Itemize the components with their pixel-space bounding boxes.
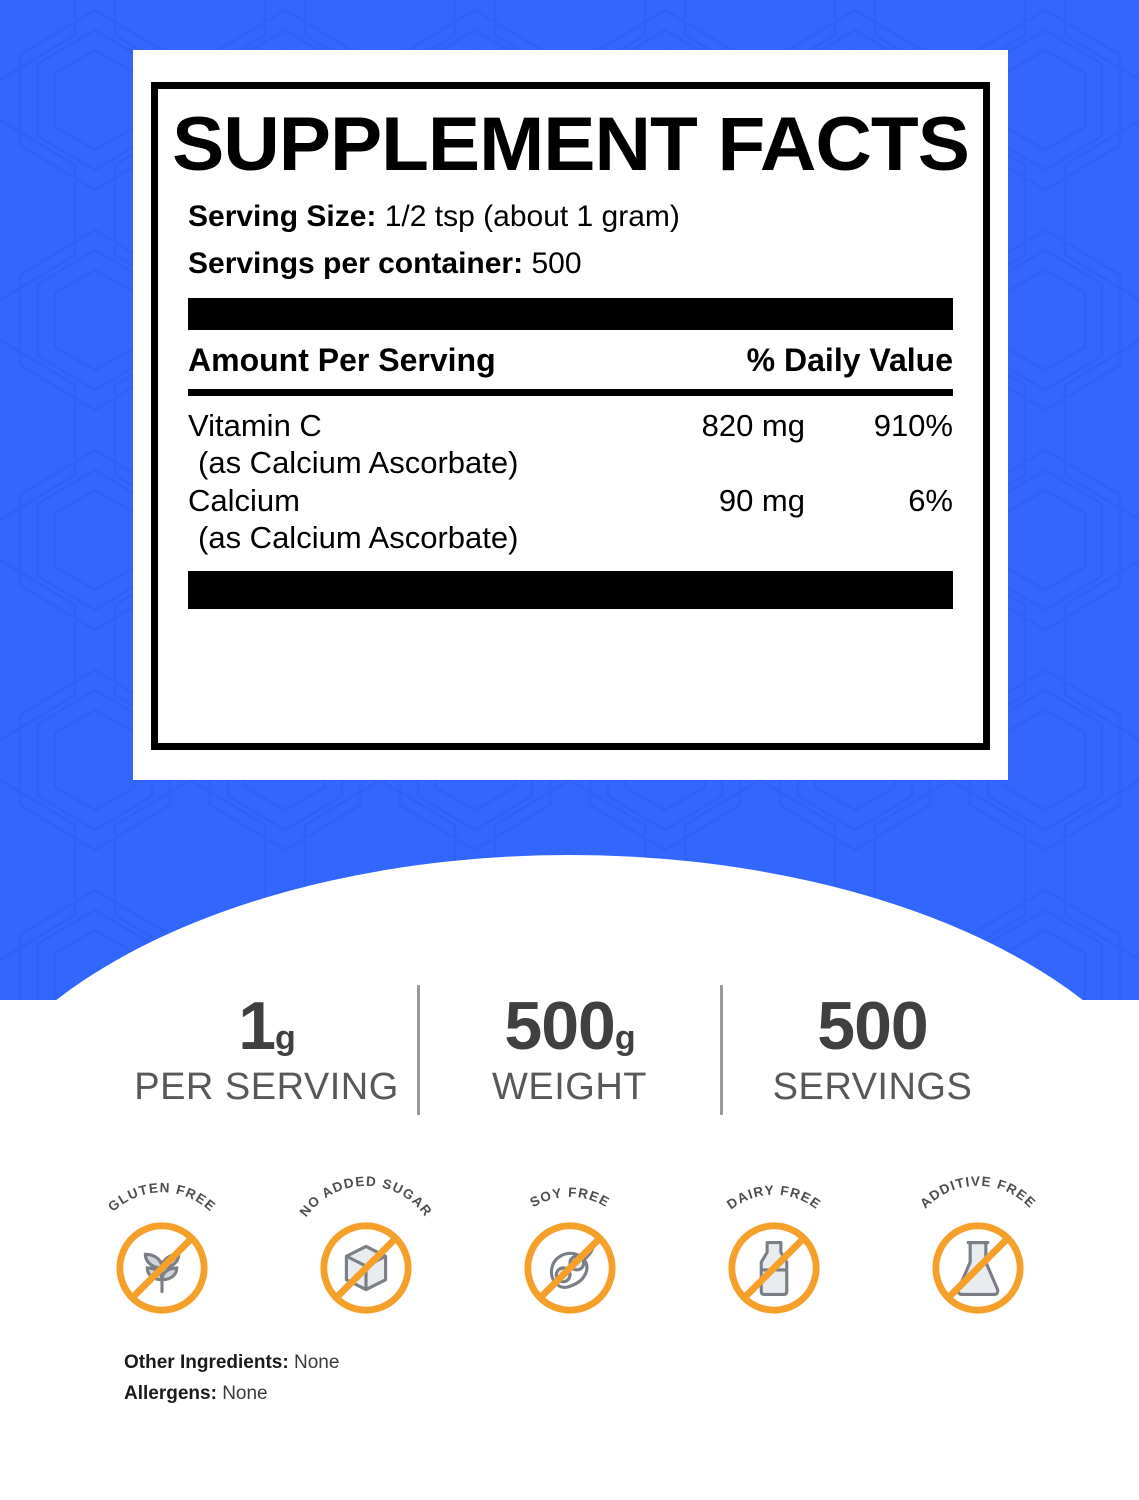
- milk-bottle-icon: [725, 1219, 823, 1317]
- allergens-value: None: [222, 1383, 268, 1404]
- badge-label-text: NO ADDED SUGAR: [296, 1175, 435, 1220]
- amount-per-serving-header: Amount Per Serving: [188, 342, 496, 379]
- supplement-facts-card: [133, 50, 1008, 780]
- medium-divider: [188, 389, 953, 396]
- other-ingredients-line: [124, 1352, 339, 1374]
- stats-row: [0, 985, 1139, 1115]
- stat-value: [117, 987, 417, 1064]
- stat-number: 1: [238, 987, 276, 1064]
- nutrient-daily-value: 6%: [908, 483, 953, 519]
- badge-gluten-free: [82, 1175, 242, 1325]
- thick-divider-bottom: [188, 571, 953, 609]
- servings-per-container-line: [188, 244, 959, 285]
- badge-soy-free: [490, 1175, 650, 1325]
- serving-size-value: 1/2 tsp (about 1 gram): [384, 200, 680, 234]
- certification-badges: [0, 1175, 1139, 1325]
- badge-additive-free: [898, 1175, 1058, 1325]
- badge-label-text: GLUTEN FREE: [104, 1180, 219, 1215]
- nutrient-daily-value: 910%: [873, 408, 953, 444]
- svg-text:GLUTEN FREE: [105, 1180, 219, 1214]
- servings-per-container-value: 500: [531, 246, 582, 280]
- nutrient-source: (as Calcium Ascorbate): [198, 444, 519, 480]
- nutrient-name: Vitamin C: [188, 408, 322, 444]
- stat-number: 500: [504, 987, 615, 1064]
- daily-value-header: % Daily Value: [746, 342, 953, 379]
- stat-label: PER SERVING: [134, 1065, 399, 1108]
- nutrient-amount: 90 mg: [718, 483, 805, 519]
- stat-label: SERVINGS: [772, 1065, 973, 1108]
- stat-value: [420, 987, 720, 1064]
- stat-per-serving: [117, 987, 417, 1109]
- stat-label: WEIGHT: [492, 1065, 647, 1108]
- svg-text:ADDITIVE FREE: [916, 1175, 1038, 1211]
- nutrient-main-line: [188, 483, 953, 520]
- footer-notes: [124, 1352, 339, 1414]
- table-row: [188, 408, 953, 481]
- stat-number: 500: [817, 987, 928, 1064]
- other-ingredients-label: Other Ingredients:: [124, 1352, 289, 1373]
- supplement-facts-box: [151, 82, 990, 750]
- supplement-facts-title: SUPPLEMENT FACTS: [172, 102, 969, 187]
- thick-divider-top: [188, 298, 953, 330]
- sugar-cube-icon: [317, 1219, 415, 1317]
- stat-value: [723, 987, 1023, 1064]
- stat-unit: g: [614, 1018, 635, 1057]
- soy-bean-icon: [521, 1219, 619, 1317]
- badge-no-added-sugar: [286, 1175, 446, 1325]
- stat-servings: [723, 987, 1023, 1109]
- stat-unit: g: [275, 1018, 295, 1057]
- serving-size-line: [188, 197, 959, 238]
- table-row: [188, 483, 953, 556]
- svg-text:SOY FREE: [527, 1185, 612, 1210]
- allergens-label: Allergens:: [124, 1383, 217, 1404]
- servings-per-container-label: Servings per container:: [188, 246, 524, 280]
- stat-weight: [420, 987, 720, 1109]
- allergens-line: [124, 1383, 339, 1405]
- wheat-icon: [113, 1219, 211, 1317]
- svg-text:NO ADDED SUGAR: [296, 1175, 435, 1219]
- nutrient-source: (as Calcium Ascorbate): [198, 519, 519, 555]
- nutrient-amount: 820 mg: [701, 408, 805, 444]
- svg-text:DAIRY FREE: [724, 1183, 824, 1213]
- flask-icon: [929, 1219, 1027, 1317]
- badge-dairy-free: [694, 1175, 854, 1325]
- nutrient-name: Calcium: [188, 483, 300, 519]
- badge-label-text: SOY FREE: [526, 1184, 613, 1211]
- serving-size-label: Serving Size:: [188, 200, 377, 234]
- badge-label-text: ADDITIVE FREE: [916, 1175, 1039, 1212]
- other-ingredients-value: None: [293, 1352, 340, 1373]
- table-header-row: [188, 342, 953, 379]
- nutrient-main-line: [188, 408, 953, 445]
- badge-label-text: DAIRY FREE: [723, 1182, 824, 1213]
